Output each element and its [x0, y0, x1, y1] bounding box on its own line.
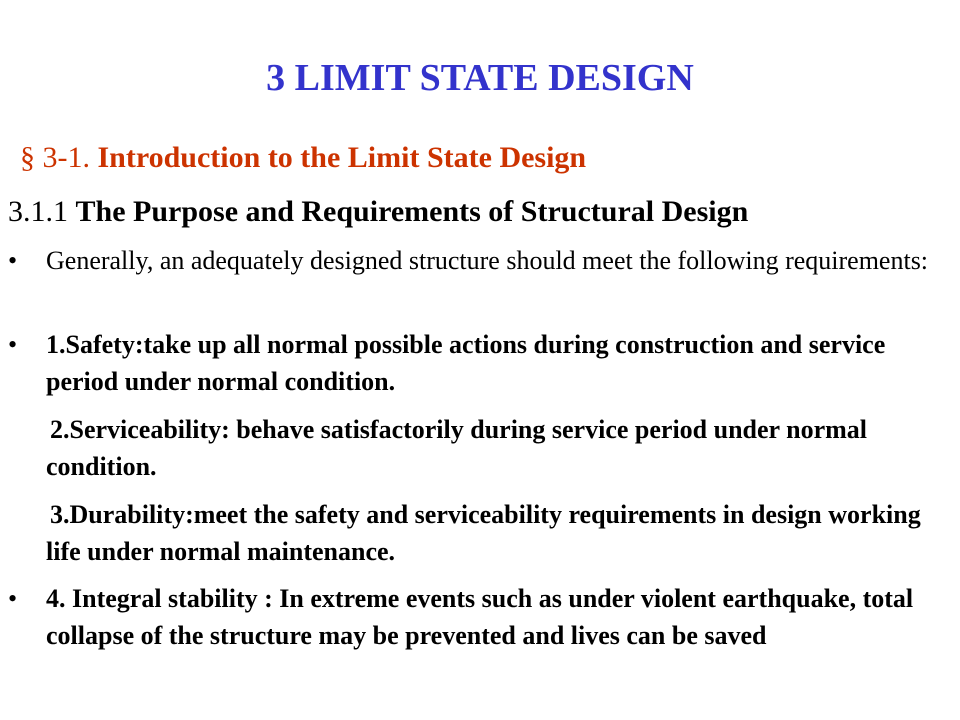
requirement-integral-stability: 4. Integral stability : In extreme events such as under violent earthquake, total collapse of the structure may be prevented and lives can be saved — [46, 584, 914, 650]
bullet-dot: • — [8, 246, 18, 275]
list-item-intro — [8, 242, 948, 279]
list-item-integral-stability — [8, 580, 948, 654]
list-item-safety — [8, 326, 948, 400]
section-number: 3-1. — [42, 141, 90, 174]
bullet-dot: • — [8, 584, 18, 613]
requirement-safety: 1.Safety:take up all normal possible actions during construction and service period under normal condition. — [46, 330, 886, 396]
subsection-heading — [8, 194, 748, 230]
section-heading — [20, 140, 586, 176]
subsection-number: 3.1.1 — [8, 195, 68, 228]
slide-title: 3 LIMIT STATE DESIGN — [266, 57, 694, 99]
requirement-durability: 3.Durability:meet the safety and serviceability requirements in design working life under normal maintenance. — [46, 500, 921, 566]
section-label: Introduction to the Limit State Design — [97, 141, 587, 174]
requirement-serviceability: 2.Serviceability: behave satisfactorily during service period under normal condition. — [46, 415, 867, 481]
section-symbol: § — [20, 141, 35, 174]
subsection-label: The Purpose and Requirements of Structural Design — [75, 195, 749, 228]
intro-text: Generally, an adequately designed structure should meet the following requirements: — [46, 246, 929, 275]
bullet-dot: • — [8, 330, 18, 359]
